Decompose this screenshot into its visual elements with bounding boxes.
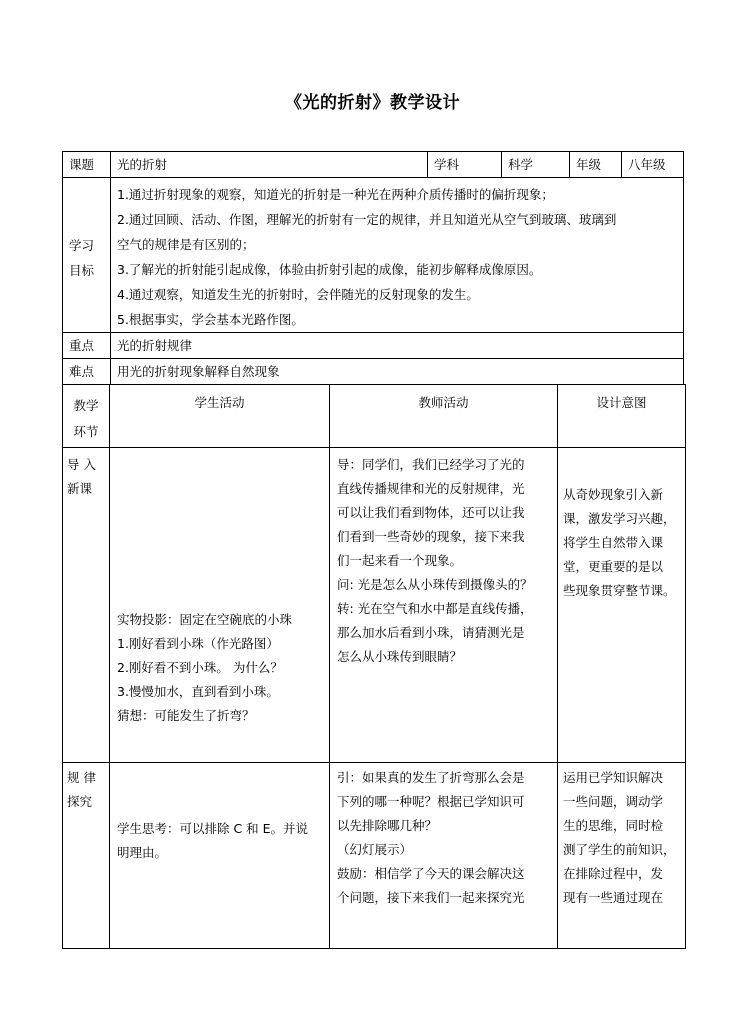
design-intent-cell bbox=[563, 483, 676, 603]
objective-line: 3.了解光的折射能引起成像，体验由折射引起的成像，能初步解释成像原因。 bbox=[117, 262, 542, 277]
text-line: 下列的哪一种呢？根据已学知识可 bbox=[337, 794, 525, 809]
design-intent-cell bbox=[563, 766, 676, 910]
text-line: 将学生自然带入课 bbox=[563, 535, 664, 550]
text-line: 明理由。 bbox=[117, 845, 168, 860]
objective-line: 5.根据事实，学会基本光路作图。 bbox=[117, 312, 304, 327]
text-line: 们一起来看一个现象。 bbox=[337, 553, 463, 568]
objectives-label: 学习 bbox=[69, 238, 95, 253]
text-line: 1.刚好看到小珠（作光路图） bbox=[117, 636, 279, 651]
difficulty-label: 难点 bbox=[69, 364, 95, 379]
lesson-info-table bbox=[62, 151, 684, 385]
header-teacher-activity: 教师活动 bbox=[418, 395, 469, 410]
text-line: 可以让我们看到物体，还可以让我 bbox=[337, 505, 525, 520]
table-divider bbox=[109, 385, 110, 948]
teaching-process-table bbox=[62, 384, 686, 949]
topic-label: 课题 bbox=[69, 157, 95, 172]
text-line: 以先排除哪几种？ bbox=[337, 818, 438, 833]
text-line: 堂，更重要的是以 bbox=[563, 559, 664, 574]
text-line: 现有一些通过现在 bbox=[563, 890, 664, 905]
subject-label: 学科 bbox=[434, 157, 460, 172]
text-line: 导：同学们，我们已经学习了光的 bbox=[337, 457, 525, 472]
key-point-label: 重点 bbox=[69, 338, 95, 353]
teacher-activity-cell bbox=[337, 453, 533, 669]
text-line: 怎么从小珠传到眼睛？ bbox=[337, 649, 463, 664]
text-line: 个问题，接下来我们一起来探究光 bbox=[337, 890, 525, 905]
objectives-label: 目标 bbox=[69, 263, 95, 278]
objective-line: 4.通过观察，知道发生光的折射时，会伴随光的反射现象的发生。 bbox=[117, 287, 479, 302]
stage-cell bbox=[67, 453, 96, 501]
text-line: 直线传播规律和光的反射规律，光 bbox=[337, 481, 525, 496]
table-divider bbox=[63, 177, 683, 178]
header-stage bbox=[63, 393, 109, 445]
text-line: 鼓励：相信学了今天的课会解决这 bbox=[337, 866, 525, 881]
text-line: 3.慢慢加水，直到看到小珠。 bbox=[117, 684, 279, 699]
topic-value: 光的折射 bbox=[117, 157, 168, 172]
text-line: （幻灯展示） bbox=[337, 842, 413, 857]
text-line: 在排除过程中，发 bbox=[563, 866, 664, 881]
stage-cell bbox=[67, 766, 96, 814]
text-line: 课，激发学习兴趣， bbox=[563, 511, 676, 526]
student-activity-cell bbox=[117, 608, 292, 728]
table-divider bbox=[63, 358, 683, 359]
subject-value: 科学 bbox=[508, 157, 534, 172]
objective-line: 2.通过回顾、活动、作图，理解光的折射有一定的规律，并且知道光从空气到玻璃、玻璃到 bbox=[117, 212, 617, 227]
student-activity-cell bbox=[117, 817, 308, 865]
stage-line: 规 律 bbox=[67, 770, 96, 785]
page-title: 《光的折射》教学设计 bbox=[285, 93, 460, 113]
key-point-value: 光的折射规律 bbox=[117, 338, 193, 353]
text-line: 学生思考：可以排除 C 和 E。并说 bbox=[117, 821, 309, 836]
grade-label: 年级 bbox=[576, 157, 602, 172]
objective-line: 空气的规律是有区别的； bbox=[117, 237, 255, 252]
difficulty-value: 用光的折射现象解释自然现象 bbox=[117, 364, 280, 379]
stage-line: 探究 bbox=[67, 794, 93, 809]
table-divider bbox=[329, 385, 330, 948]
header-design-intent: 设计意图 bbox=[596, 395, 647, 410]
text-line: 生的思维，同时检 bbox=[563, 818, 664, 833]
header-stage-line: 环节 bbox=[73, 424, 99, 439]
text-line: 问: 光是怎么从小珠传到摄像头的？ bbox=[337, 577, 533, 592]
table-divider bbox=[63, 447, 685, 448]
text-line: 运用已学知识解决 bbox=[563, 770, 664, 785]
text-line: 从奇妙现象引入新 bbox=[563, 487, 664, 502]
table-divider bbox=[63, 762, 685, 763]
text-line: 2.刚好看不到小珠。 为什么？ bbox=[117, 660, 283, 675]
text-line: 些现象贯穿整节课。 bbox=[563, 583, 676, 598]
text-line: 猜想：可能发生了折弯？ bbox=[117, 708, 255, 723]
text-line: 测了学生的前知识， bbox=[563, 842, 676, 857]
header-stage-line: 教学 bbox=[73, 398, 99, 413]
grade-value: 八年级 bbox=[628, 157, 666, 172]
text-line: 实物投影：固定在空碗底的小珠 bbox=[117, 612, 293, 627]
table-divider bbox=[557, 385, 558, 948]
text-line: 一些问题，调动学 bbox=[563, 794, 664, 809]
text-line: 引：如果真的发生了折弯那么会是 bbox=[337, 770, 525, 785]
table-divider bbox=[63, 332, 683, 333]
text-line: 们看到一些奇妙的现象，接下来我 bbox=[337, 529, 525, 544]
stage-line: 导 入 bbox=[67, 457, 96, 472]
teacher-activity-cell bbox=[337, 766, 525, 910]
header-student-activity: 学生活动 bbox=[194, 395, 245, 410]
text-line: 转: 光在空气和水中都是直线传播， bbox=[337, 601, 533, 616]
text-line: 那么加水后看到小珠，请猜测光是 bbox=[337, 625, 525, 640]
stage-line: 新课 bbox=[67, 481, 93, 496]
objective-line: 1.通过折射现象的观察，知道光的折射是一种光在两种介质传播时的偏折现象； bbox=[117, 187, 554, 202]
